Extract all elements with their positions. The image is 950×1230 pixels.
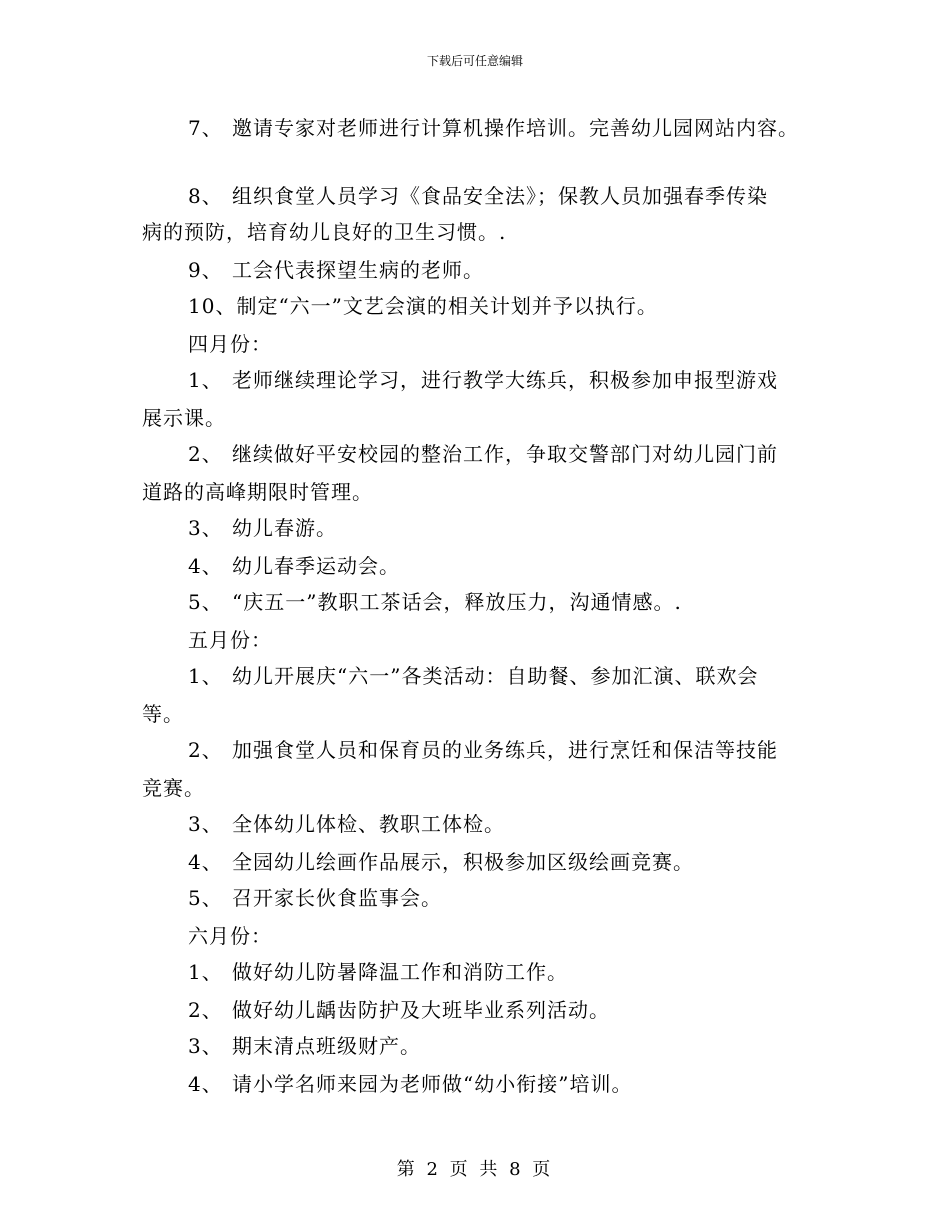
item-text: 幼儿开展庆“六一”各类活动：自助餐、参加汇演、联欢会 xyxy=(232,664,759,688)
list-item xyxy=(188,368,778,392)
list-item xyxy=(188,590,682,614)
item-number: 2、 xyxy=(188,738,223,762)
item-text: 幼儿春季运动会。 xyxy=(232,554,400,578)
item-text: 请小学名师来园为老师做“幼小衔接”培训。 xyxy=(232,1072,633,1096)
list-item xyxy=(188,886,442,910)
item-text: 召开家长伙食监事会。 xyxy=(232,886,442,910)
list-item xyxy=(188,258,484,282)
page-header: 下载后可任意编辑 xyxy=(426,54,523,68)
item-number: 1、 xyxy=(188,960,223,984)
item-text: 加强食堂人员和保育员的业务练兵，进行烹饪和保洁等技能 xyxy=(232,738,778,762)
item-number: 2、 xyxy=(188,998,223,1022)
item-number: 7、 xyxy=(188,116,223,140)
section-heading xyxy=(188,924,272,948)
item-text: 继续做好平安校园的整治工作，争取交警部门对幼儿园门前 xyxy=(232,442,778,466)
item-number: 1、 xyxy=(188,664,223,688)
list-item xyxy=(188,1034,421,1058)
item-text: 幼儿春游。 xyxy=(232,516,337,540)
list-item xyxy=(188,184,768,208)
item-text: 展示课。 xyxy=(142,406,226,430)
continuation-line xyxy=(142,220,506,244)
continuation-line xyxy=(142,480,373,504)
continuation-line xyxy=(142,406,226,430)
item-text: 邀请专家对老师进行计算机操作培训。完善幼儿园网站内容。 xyxy=(232,116,799,140)
list-item xyxy=(188,850,694,874)
item-text: 工会代表探望生病的老师。 xyxy=(232,258,484,282)
item-text: 老师继续理论学习，进行教学大练兵，积极参加申报型游戏 xyxy=(232,368,778,392)
item-number: 9、 xyxy=(188,258,223,282)
list-item xyxy=(188,812,505,836)
item-text: 期末清点班级财产。 xyxy=(232,1034,421,1058)
list-item xyxy=(188,664,758,688)
item-number: 1、 xyxy=(188,368,223,392)
list-item xyxy=(188,1072,632,1096)
item-number: 5、 xyxy=(188,886,223,910)
page-footer: 第 2 页 共 8 页 xyxy=(396,1159,554,1180)
item-number: 8、 xyxy=(188,184,223,208)
item-number: 3、 xyxy=(188,1034,223,1058)
heading-text: 四月份： xyxy=(188,332,272,356)
list-item xyxy=(188,554,400,578)
item-text: “庆五一”教职工茶话会，释放压力，沟通情感。. xyxy=(232,590,682,614)
item-text: 制定“六一”文艺会演的相关计划并予以执行。 xyxy=(236,294,658,318)
list-item xyxy=(188,442,778,466)
list-item xyxy=(188,294,658,318)
item-text: 病的预防，培育幼儿良好的卫生习惯。. xyxy=(142,220,507,244)
section-heading xyxy=(188,628,272,652)
item-text: 做好幼儿防暑降温工作和消防工作。 xyxy=(232,960,568,984)
item-text: 竞赛。 xyxy=(142,776,205,800)
item-number: 5、 xyxy=(188,590,223,614)
heading-text: 五月份： xyxy=(188,628,272,652)
list-item xyxy=(188,116,799,140)
item-text: 做好幼儿龋齿防护及大班毕业系列活动。 xyxy=(232,998,610,1022)
continuation-line xyxy=(142,702,184,726)
list-item xyxy=(188,738,778,762)
item-number: 4、 xyxy=(188,1072,223,1096)
list-item xyxy=(188,960,568,984)
item-number: 2、 xyxy=(188,442,223,466)
item-number: 10、 xyxy=(188,294,237,318)
item-number: 4、 xyxy=(188,850,223,874)
item-number: 4、 xyxy=(188,554,223,578)
item-text: 组织食堂人员学习《食品安全法》；保教人员加强春季传染 xyxy=(232,184,768,208)
item-text: 道路的高峰期限时管理。 xyxy=(142,480,373,504)
section-heading xyxy=(188,332,272,356)
item-text: 等。 xyxy=(142,702,184,726)
item-text: 全园幼儿绘画作品展示，积极参加区级绘画竞赛。 xyxy=(232,850,694,874)
continuation-line xyxy=(142,776,205,800)
list-item xyxy=(188,998,610,1022)
item-number: 3、 xyxy=(188,812,223,836)
item-number: 3、 xyxy=(188,516,223,540)
heading-text: 六月份： xyxy=(188,924,272,948)
list-item xyxy=(188,516,337,540)
item-text: 全体幼儿体检、教职工体检。 xyxy=(232,812,505,836)
